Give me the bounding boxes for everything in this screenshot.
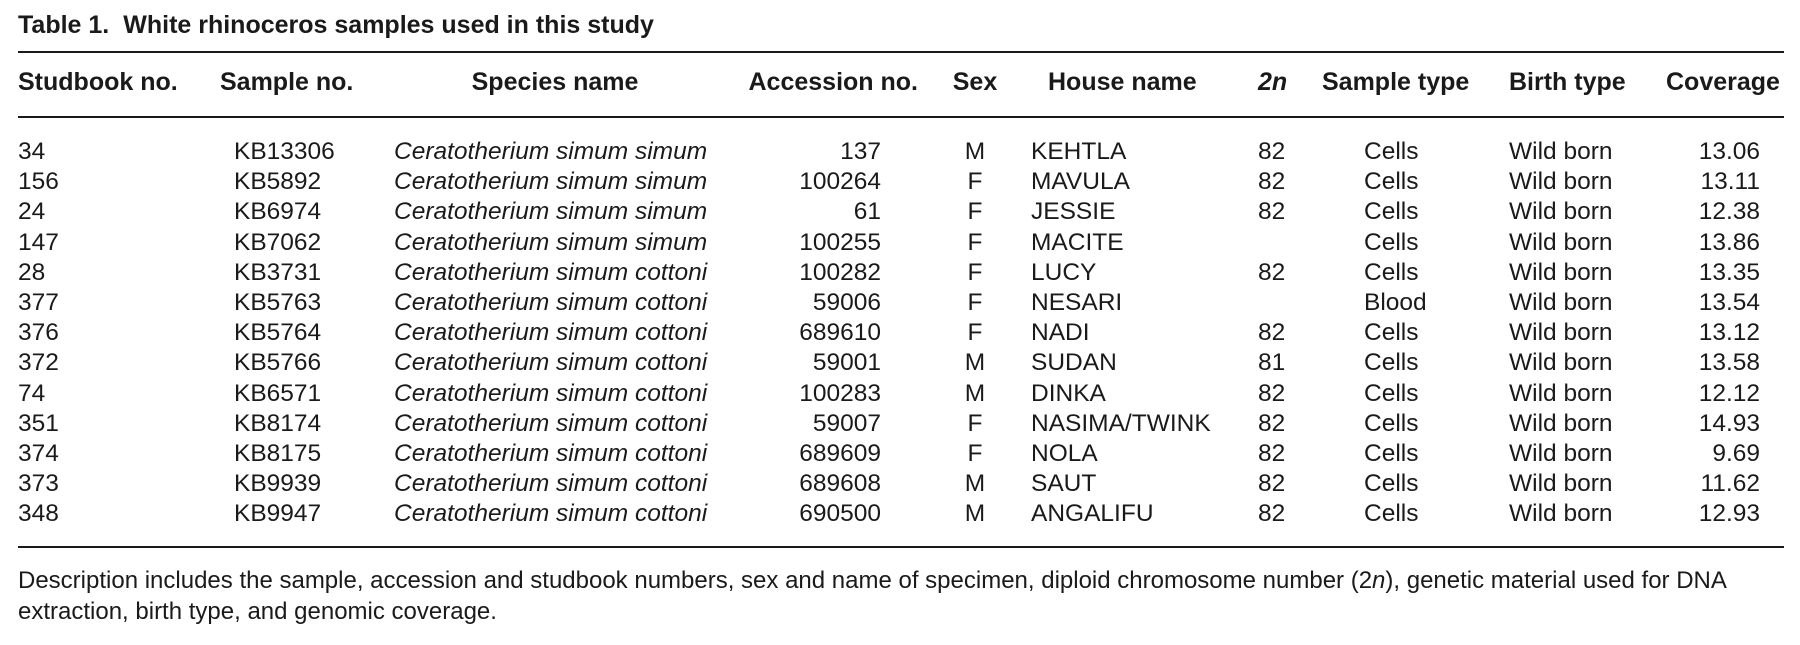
- cell-house: DINKA: [1031, 379, 1106, 407]
- cell-sample: KB9947: [234, 500, 322, 528]
- cell-diploid: 82: [1258, 168, 1286, 196]
- header-house: House name: [1048, 68, 1197, 96]
- cell-birth-type: Wild born: [1509, 470, 1613, 498]
- table-footnote: Description includes the sample, accession and studbook numbers, sex and name of specimen, diploid chromosome number (2n), genetic material used for DNA extraction, birth type, and genomic coverage.: [18, 567, 1726, 625]
- cell-studbook: 376: [18, 319, 59, 347]
- cell-sex: M: [964, 500, 986, 528]
- cell-coverage: 13.11: [1700, 168, 1760, 196]
- cell-coverage: 13.86: [1698, 228, 1760, 256]
- cell-coverage: 12.38: [1698, 198, 1760, 226]
- cell-birth-type: Wild born: [1509, 500, 1613, 528]
- table-number: Table 1.: [18, 11, 110, 39]
- cell-studbook: 348: [18, 500, 59, 528]
- cell-sex: F: [967, 198, 983, 226]
- cell-species: Ceratotherium simum cottoni: [394, 349, 708, 377]
- cell-diploid: 82: [1258, 409, 1286, 437]
- cell-studbook: 377: [18, 289, 59, 316]
- cell-sample-type: Blood: [1364, 289, 1427, 316]
- cell-studbook: 372: [18, 349, 59, 377]
- cell-diploid: 82: [1258, 500, 1286, 528]
- cell-sample: KB7062: [234, 228, 322, 256]
- cell-studbook: 74: [18, 379, 46, 407]
- cell-house: NADI: [1031, 319, 1090, 347]
- cell-sample: KB8174: [234, 409, 322, 437]
- cell-house: MACITE: [1031, 228, 1124, 256]
- header-sample-type: Sample type: [1322, 68, 1470, 96]
- cell-sample: KB8175: [234, 440, 322, 467]
- cell-diploid: 82: [1258, 470, 1286, 498]
- cell-sample: KB5763: [234, 289, 322, 316]
- cell-accession: 689608: [799, 470, 881, 498]
- cell-sample-type: Cells: [1364, 198, 1419, 226]
- cell-sample: KB5764: [234, 319, 322, 347]
- cell-accession: 137: [840, 138, 881, 165]
- cell-sex: M: [964, 138, 986, 165]
- cell-sample-type: Cells: [1364, 409, 1419, 437]
- cell-accession: 100282: [799, 258, 881, 286]
- cell-sample-type: Cells: [1364, 138, 1419, 165]
- table-caption: [18, 11, 654, 40]
- cell-birth-type: Wild born: [1509, 168, 1613, 196]
- cell-sample: KB5766: [234, 349, 322, 377]
- cell-coverage: 13.12: [1698, 319, 1760, 347]
- header-diploid: 2n: [1258, 68, 1288, 96]
- cell-diploid: 81: [1258, 349, 1286, 377]
- cell-diploid: 82: [1258, 138, 1286, 165]
- cell-species: Ceratotherium simum cottoni: [394, 258, 708, 286]
- cell-sample-type: Cells: [1364, 379, 1419, 407]
- cell-house: JESSIE: [1031, 198, 1116, 226]
- cell-accession: 59001: [812, 349, 881, 377]
- cell-coverage: 14.93: [1698, 409, 1760, 437]
- cell-birth-type: Wild born: [1509, 440, 1613, 467]
- header-studbook: Studbook no.: [18, 68, 178, 96]
- cell-birth-type: Wild born: [1509, 138, 1613, 165]
- header-species: Species name: [471, 68, 639, 96]
- top-rule: [18, 51, 1784, 53]
- cell-species: Ceratotherium simum cottoni: [394, 319, 708, 347]
- cell-sample-type: Cells: [1364, 500, 1419, 528]
- cell-sample: KB6974: [234, 198, 322, 226]
- cell-sex: M: [964, 349, 986, 377]
- cell-house: NOLA: [1031, 440, 1098, 467]
- cell-sample: KB5892: [234, 168, 322, 196]
- cell-sex: F: [967, 319, 983, 347]
- cell-sample-type: Cells: [1364, 349, 1419, 377]
- cell-sample: KB13306: [234, 138, 335, 165]
- cell-sample: KB9939: [234, 470, 322, 498]
- cell-house: NESARI: [1031, 289, 1123, 316]
- header-rule: [18, 116, 1784, 118]
- cell-accession: 100255: [799, 228, 881, 256]
- header-accession: Accession no.: [748, 68, 918, 96]
- cell-birth-type: Wild born: [1509, 319, 1613, 347]
- cell-accession: 100283: [799, 379, 881, 407]
- header-sex: Sex: [952, 68, 998, 96]
- cell-sample-type: Cells: [1364, 168, 1419, 196]
- cell-sex: F: [967, 258, 983, 286]
- cell-birth-type: Wild born: [1509, 379, 1613, 407]
- cell-studbook: 147: [18, 228, 59, 256]
- cell-accession: 689610: [799, 319, 881, 347]
- cell-sex: F: [967, 440, 983, 467]
- cell-house: SUDAN: [1031, 349, 1117, 377]
- cell-species: Ceratotherium simum cottoni: [394, 409, 708, 437]
- cell-sample-type: Cells: [1364, 319, 1419, 347]
- table-title: White rhinoceros samples used in this study: [123, 11, 654, 39]
- cell-birth-type: Wild born: [1509, 289, 1613, 316]
- cell-sex: F: [967, 168, 983, 196]
- cell-species: Ceratotherium simum cottoni: [394, 440, 708, 467]
- cell-species: Ceratotherium simum cottoni: [394, 379, 708, 407]
- cell-sample: KB6571: [234, 379, 322, 407]
- cell-accession: 100264: [799, 168, 881, 196]
- header-coverage: Coverage: [1666, 68, 1780, 96]
- cell-house: LUCY: [1031, 258, 1097, 286]
- cell-birth-type: Wild born: [1509, 228, 1613, 256]
- cell-studbook: 156: [18, 168, 59, 196]
- cell-diploid: 82: [1258, 440, 1286, 467]
- cell-accession: 59006: [812, 289, 881, 316]
- cell-coverage: 12.12: [1698, 379, 1760, 407]
- cell-studbook: 34: [18, 138, 46, 165]
- cell-diploid: 82: [1258, 258, 1286, 286]
- cell-coverage: 11.62: [1700, 470, 1760, 498]
- cell-house: NASIMA/TWINK: [1031, 409, 1211, 437]
- cell-sex: F: [967, 409, 983, 437]
- cell-coverage: 13.35: [1698, 258, 1760, 286]
- cell-sex: F: [967, 289, 983, 316]
- cell-sample-type: Cells: [1364, 440, 1419, 467]
- cell-birth-type: Wild born: [1509, 409, 1613, 437]
- cell-birth-type: Wild born: [1509, 198, 1613, 226]
- cell-species: Ceratotherium simum simum: [394, 228, 708, 256]
- cell-species: Ceratotherium simum simum: [394, 138, 708, 165]
- cell-accession: 690500: [799, 500, 881, 528]
- cell-diploid: 82: [1258, 319, 1286, 347]
- cell-sex: M: [964, 379, 986, 407]
- cell-coverage: 9.69: [1712, 440, 1760, 467]
- cell-species: Ceratotherium simum cottoni: [394, 289, 708, 316]
- cell-coverage: 13.54: [1698, 289, 1760, 316]
- cell-sex: M: [964, 470, 986, 498]
- cell-studbook: 373: [18, 470, 59, 498]
- cell-diploid: 82: [1258, 198, 1286, 226]
- cell-sample-type: Cells: [1364, 258, 1419, 286]
- cell-studbook: 374: [18, 440, 59, 467]
- header-sample: Sample no.: [220, 68, 354, 96]
- cell-sample-type: Cells: [1364, 228, 1419, 256]
- cell-house: ANGALIFU: [1031, 500, 1154, 528]
- bottom-rule: [18, 546, 1784, 548]
- cell-accession: 59007: [812, 409, 881, 437]
- header-birth-type: Birth type: [1509, 68, 1626, 96]
- cell-coverage: 13.06: [1698, 138, 1760, 165]
- cell-species: Ceratotherium simum cottoni: [394, 500, 708, 528]
- cell-house: KEHTLA: [1031, 138, 1127, 165]
- cell-coverage: 12.93: [1698, 500, 1760, 528]
- cell-birth-type: Wild born: [1509, 349, 1613, 377]
- cell-coverage: 13.58: [1698, 349, 1760, 377]
- cell-species: Ceratotherium simum cottoni: [394, 470, 708, 498]
- cell-house: SAUT: [1031, 470, 1097, 498]
- cell-studbook: 24: [18, 198, 46, 226]
- cell-sex: F: [967, 228, 983, 256]
- cell-diploid: 82: [1258, 379, 1286, 407]
- cell-house: MAVULA: [1031, 168, 1130, 196]
- cell-species: Ceratotherium simum simum: [394, 168, 708, 196]
- cell-sample: KB3731: [234, 258, 322, 286]
- cell-sample-type: Cells: [1364, 470, 1419, 498]
- cell-birth-type: Wild born: [1509, 258, 1613, 286]
- cell-accession: 689609: [799, 440, 881, 467]
- cell-species: Ceratotherium simum simum: [394, 198, 708, 226]
- cell-accession: 61: [853, 198, 881, 226]
- cell-studbook: 28: [18, 258, 46, 286]
- cell-studbook: 351: [18, 409, 59, 437]
